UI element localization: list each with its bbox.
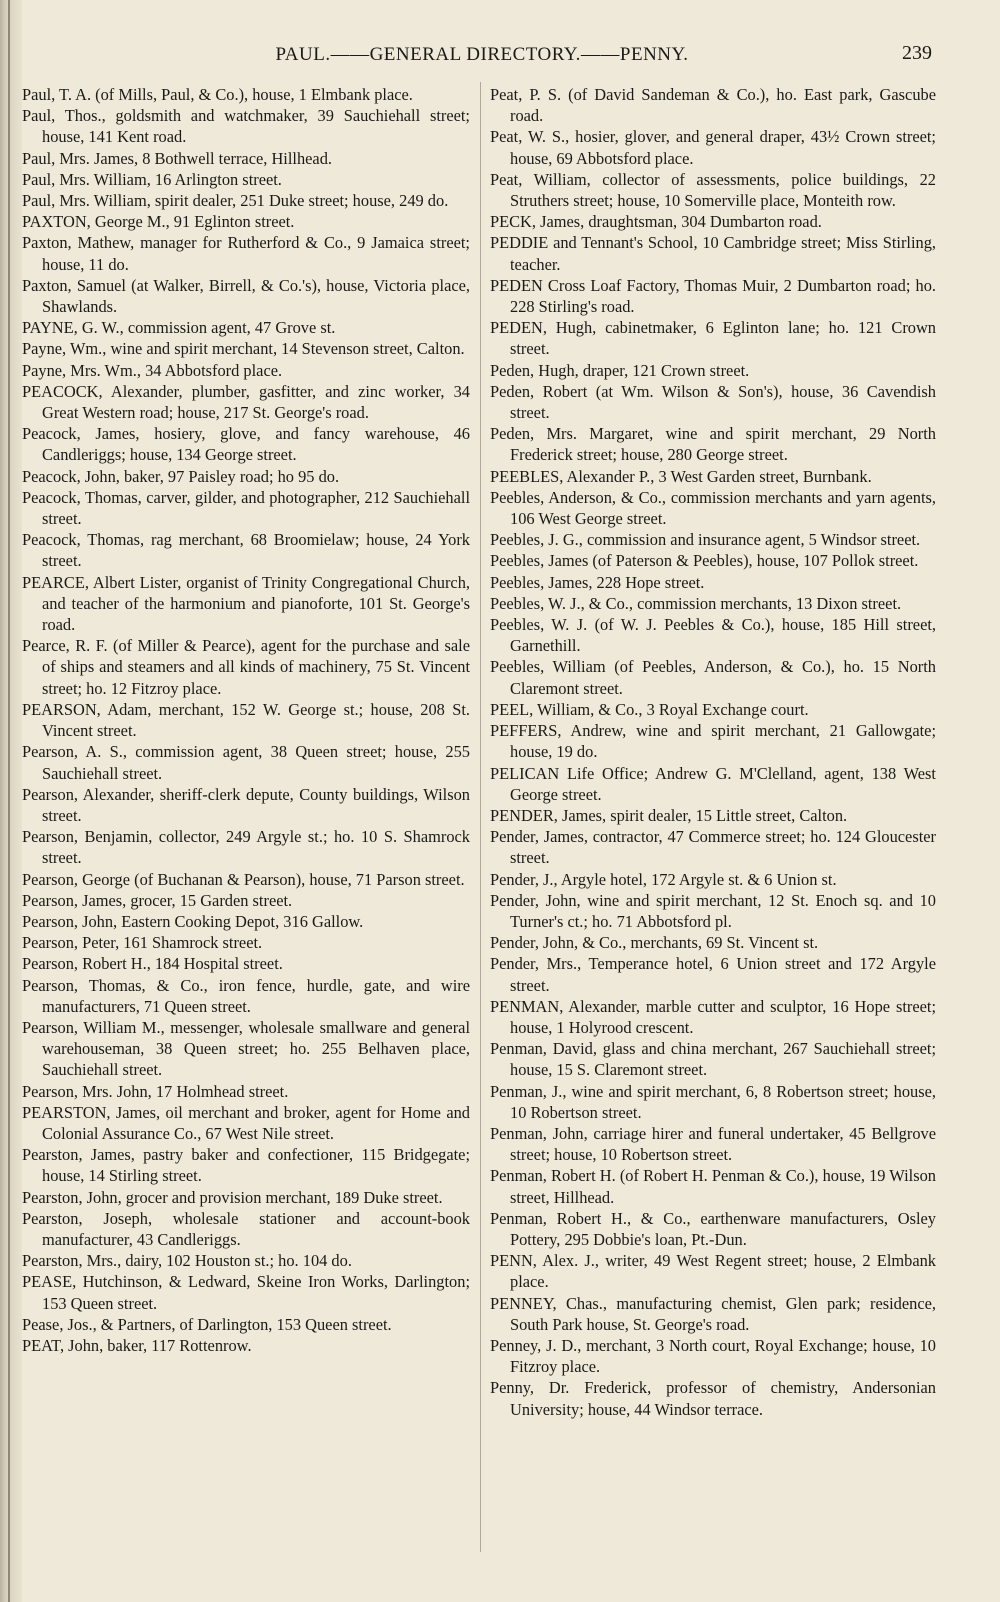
directory-entry: Pearson, James, grocer, 15 Garden street. bbox=[22, 890, 293, 910]
directory-entry: PEARSTON, James, oil merchant and broker, agent for Home and Colonial Assurance Co., 67 West Nile street. bbox=[22, 1102, 470, 1143]
directory-entry: Pearson, George (of Buchanan & Pearson), house, 71 Parson street. bbox=[22, 869, 465, 889]
directory-entry: Pearston, Joseph, wholesale stationer and account-book manufacturer, 43 Candleriggs. bbox=[22, 1208, 470, 1249]
directory-entry: Pearson, Robert H., 184 Hospital street. bbox=[22, 954, 283, 974]
directory-entry: Pearston, Mrs., dairy, 102 Houston st.; ho. 104 do. bbox=[22, 1251, 352, 1271]
directory-entry: Payne, Mrs. Wm., 34 Abbotsford place. bbox=[22, 360, 283, 380]
directory-entry: PENN, Alex. J., writer, 49 West Regent street; house, 2 Elmbank place. bbox=[490, 1251, 936, 1292]
directory-entry: Pearson, Benjamin, collector, 249 Argyle st.; ho. 10 S. Shamrock street. bbox=[22, 827, 470, 868]
directory-entry: PENDER, James, spirit dealer, 15 Little street, Calton. bbox=[490, 805, 848, 825]
binding-line bbox=[8, 0, 10, 1602]
running-head: PAUL.——GENERAL DIRECTORY.——PENNY. bbox=[275, 44, 689, 65]
directory-entry: Pease, Jos., & Partners, of Darlington, 153 Queen street. bbox=[22, 1314, 392, 1334]
column-divider bbox=[480, 82, 481, 1552]
directory-entry: Paxton, Samuel (at Walker, Birrell, & Co.'s), house, Victoria place, Shawlands. bbox=[22, 275, 470, 317]
directory-entry: PAXTON, George M., 91 Eglinton street. bbox=[22, 212, 295, 232]
directory-entry: Pender, J., Argyle hotel, 172 Argyle st. & 6 Union st. bbox=[490, 869, 837, 889]
directory-entry: Pearce, R. F. (of Miller & Pearce), agent for the purchase and sale of ships and steamers and all kinds of machinery, 75 St. Vincent street; ho. 12 Fitzroy place. bbox=[22, 636, 470, 698]
left-column bbox=[22, 84, 470, 1356]
directory-entry: Pender, John, & Co., merchants, 69 St. Vincent st. bbox=[490, 933, 819, 953]
directory-entry: PENNEY, Chas., manufacturing chemist, Glen park; residence, South Park house, St. George's road. bbox=[490, 1293, 936, 1334]
directory-entry: Paul, Mrs. William, 16 Arlington street. bbox=[22, 169, 282, 189]
directory-entry: Peebles, William (of Peebles, Anderson, & Co.), ho. 15 North Claremont street. bbox=[490, 657, 936, 698]
directory-entry: Penman, Robert H., & Co., earthenware manufacturers, Osley Pottery, 295 Dobbie's loan, Pt.-Dun. bbox=[490, 1208, 936, 1249]
directory-entry: PELICAN Life Office; Andrew G. M'Clelland, agent, 138 West George street. bbox=[490, 763, 936, 804]
directory-entry: Pearson, Mrs. John, 17 Holmhead street. bbox=[22, 1081, 289, 1101]
directory-entry: Penny, Dr. Frederick, professor of chemistry, Andersonian University; house, 44 Windsor terrace. bbox=[490, 1378, 936, 1419]
directory-entry: Peebles, W. J. (of W. J. Peebles & Co.), house, 185 Hill street, Garnethill. bbox=[490, 615, 936, 656]
binding-edge bbox=[0, 0, 22, 1602]
directory-entry: PEDEN, Hugh, cabinetmaker, 6 Eglinton lane; ho. 121 Crown street. bbox=[490, 318, 936, 359]
directory-entry: Paul, Thos., goldsmith and watchmaker, 39 Sauchiehall street; house, 141 Kent road. bbox=[22, 106, 470, 147]
directory-entry: Peebles, James (of Paterson & Peebles), house, 107 Pollok street. bbox=[490, 551, 919, 571]
directory-entry: PENMAN, Alexander, marble cutter and sculptor, 16 Hope street; house, 1 Holyrood crescent. bbox=[490, 996, 936, 1037]
directory-entry: Pearson, John, Eastern Cooking Depot, 316 Gallow. bbox=[22, 911, 364, 931]
directory-entry: Peacock, Thomas, rag merchant, 68 Broomielaw; house, 24 York street. bbox=[22, 530, 470, 571]
directory-entry: Penman, Robert H. (of Robert H. Penman & Co.), house, 19 Wilson street, Hillhead. bbox=[490, 1166, 936, 1207]
directory-entry: Penman, John, carriage hirer and funeral undertaker, 45 Bellgrove street; house, 10 Robertson street. bbox=[490, 1123, 936, 1165]
directory-entry: Peat, W. S., hosier, glover, and general draper, 43½ Crown street; house, 69 Abbotsford place. bbox=[490, 127, 936, 168]
directory-entry: Paul, Mrs. William, spirit dealer, 251 Duke street; house, 249 do. bbox=[22, 191, 449, 211]
directory-entry: PAYNE, G. W., commission agent, 47 Grove st. bbox=[22, 318, 336, 338]
directory-entry: Pender, John, wine and spirit merchant, 12 St. Enoch sq. and 10 Turner's ct.; ho. 71 Abbotsford pl. bbox=[490, 890, 936, 931]
directory-entry: Pearson, Alexander, sheriff-clerk depute, County buildings, Wilson street. bbox=[22, 784, 470, 825]
directory-entry: Pender, Mrs., Temperance hotel, 6 Union street and 172 Argyle street. bbox=[490, 954, 936, 995]
directory-entry: PEDDIE and Tennant's School, 10 Cambridge street; Miss Stirling, teacher. bbox=[490, 233, 936, 274]
directory-entry: Penney, J. D., merchant, 3 North court, Royal Exchange; house, 10 Fitzroy place. bbox=[490, 1335, 936, 1377]
directory-entry: PEARSON, Adam, merchant, 152 W. George st.; house, 208 St. Vincent street. bbox=[22, 699, 470, 741]
directory-entry: Peden, Robert (at Wm. Wilson & Son's), house, 36 Cavendish street. bbox=[490, 381, 936, 423]
right-column bbox=[490, 84, 936, 1420]
directory-entry: Paul, T. A. (of Mills, Paul, & Co.), house, 1 Elmbank place. bbox=[22, 85, 413, 104]
directory-entry: PEEBLES, Alexander P., 3 West Garden street, Burnbank. bbox=[490, 466, 872, 486]
directory-entry: Paul, Mrs. James, 8 Bothwell terrace, Hillhead. bbox=[22, 148, 332, 168]
directory-entry: PEDEN Cross Loaf Factory, Thomas Muir, 2 Dumbarton road; ho. 228 Stirling's road. bbox=[490, 275, 936, 317]
directory-entry: Peebles, James, 228 Hope street. bbox=[490, 572, 705, 592]
directory-entry: Peat, William, collector of assessments, police buildings, 22 Struthers street; house, 10 Somerville place, Monteith row. bbox=[490, 169, 936, 211]
directory-entry: Pearston, James, pastry baker and confectioner, 115 Bridgegate; house, 14 Stirling street. bbox=[22, 1145, 470, 1186]
directory-entry: Pearson, A. S., commission agent, 38 Queen street; house, 255 Sauchiehall street. bbox=[22, 742, 470, 783]
directory-entry: Paxton, Mathew, manager for Rutherford & Co., 9 Jamaica street; house, 11 do. bbox=[22, 233, 470, 274]
directory-entry: Penman, J., wine and spirit merchant, 6, 8 Robertson street; house, 10 Robertson street. bbox=[490, 1081, 936, 1122]
directory-entry: PEAT, John, baker, 117 Rottenrow. bbox=[22, 1335, 252, 1355]
directory-entry: PECK, James, draughtsman, 304 Dumbarton road. bbox=[490, 212, 822, 232]
directory-entry: PEARCE, Albert Lister, organist of Trinity Congregational Church, and teacher of the harmonium and pianoforte, 101 St. George's road. bbox=[22, 572, 470, 635]
directory-entry: Peacock, John, baker, 97 Paisley road; ho 95 do. bbox=[22, 466, 340, 486]
directory-entry: Peebles, J. G., commission and insurance agent, 5 Windsor street. bbox=[490, 530, 921, 550]
directory-entry: Peden, Mrs. Margaret, wine and spirit merchant, 29 North Frederick street; house, 280 George street. bbox=[490, 424, 936, 465]
directory-entry: Peden, Hugh, draper, 121 Crown street. bbox=[490, 360, 750, 380]
directory-entry: Peebles, W. J., & Co., commission merchants, 13 Dixon street. bbox=[490, 593, 902, 613]
page-number: 239 bbox=[902, 42, 932, 64]
directory-entry: Payne, Wm., wine and spirit merchant, 14 Stevenson street, Calton. bbox=[22, 339, 465, 359]
directory-entry: PEACOCK, Alexander, plumber, gasfitter, and zinc worker, 34 Great Western road; house, 217 St. George's road. bbox=[22, 381, 470, 423]
directory-entry: PEFFERS, Andrew, wine and spirit merchant, 21 Gallowgate; house, 19 do. bbox=[490, 721, 936, 762]
directory-entry: PEASE, Hutchinson, & Ledward, Skeine Iron Works, Darlington; 153 Queen street. bbox=[22, 1272, 470, 1313]
directory-entry: Pearson, Thomas, & Co., iron fence, hurdle, gate, and wire manufacturers, 71 Queen street. bbox=[22, 975, 470, 1016]
directory-entry: Peebles, Anderson, & Co., commission merchants and yarn agents, 106 West George street. bbox=[490, 487, 936, 529]
directory-entry: Pender, James, contractor, 47 Commerce street; ho. 124 Gloucester street. bbox=[490, 827, 936, 868]
directory-entry: Peat, P. S. (of David Sandeman & Co.), ho. East park, Gascube road. bbox=[490, 85, 936, 126]
directory-entry: Pearston, John, grocer and provision merchant, 189 Duke street. bbox=[22, 1187, 443, 1207]
directory-entry: PEEL, William, & Co., 3 Royal Exchange court. bbox=[490, 699, 809, 719]
directory-entry: Pearson, William M., messenger, wholesale smallware and general warehouseman, 38 Queen street; ho. 255 Belhaven place, Sauchiehall street. bbox=[22, 1017, 470, 1080]
directory-entry: Pearson, Peter, 161 Shamrock street. bbox=[22, 933, 263, 953]
page-header bbox=[22, 44, 942, 70]
directory-entry: Peacock, Thomas, carver, gilder, and photographer, 212 Sauchiehall street. bbox=[22, 487, 470, 529]
directory-entry: Penman, David, glass and china merchant, 267 Sauchiehall street; house, 15 S. Claremont street. bbox=[490, 1039, 936, 1080]
directory-entry: Peacock, James, hosiery, glove, and fancy warehouse, 46 Candleriggs; house, 134 George street. bbox=[22, 424, 470, 465]
